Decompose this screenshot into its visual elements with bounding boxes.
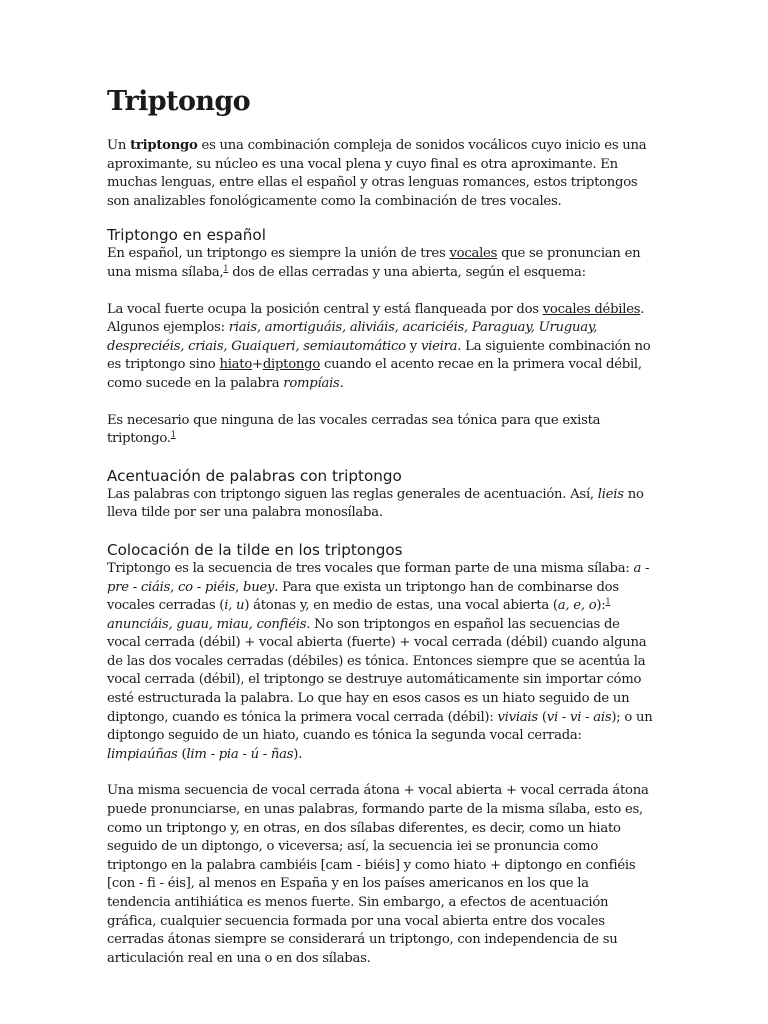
example: vi - vi - ais bbox=[546, 709, 612, 725]
text: Es necesario que ninguna de las vocales cerradas sea tónica para que exista triptongo. bbox=[107, 412, 601, 447]
closed-vowels: i, u bbox=[224, 598, 245, 614]
text: que se pronuncian en una misma sílaba, bbox=[107, 246, 641, 280]
example: buey bbox=[243, 579, 275, 595]
text: no lleva tilde por ser una palabra monosílaba. bbox=[107, 486, 644, 521]
paragraph-espanol-1 bbox=[107, 245, 653, 282]
document-page bbox=[107, 86, 653, 968]
text: ): bbox=[596, 598, 606, 614]
text: . La siguiente combinación no es triptongo sino bbox=[107, 338, 651, 373]
heading-colocacion-tilde: Colocación de la tilde en los triptongos bbox=[107, 540, 403, 559]
example: limpiaúñas bbox=[107, 746, 178, 762]
intro-term: triptongo bbox=[130, 138, 198, 153]
text: dos de ellas cerradas y una abierta, según el esquema: bbox=[228, 264, 586, 280]
text: ) átonas y, en medio de estas, una vocal abierta ( bbox=[244, 598, 558, 614]
intro-text-post: es una combinación compleja de sonidos vocálicos cuyo inicio es una aproximante, su núcleo es una vocal plena y cuyo final es otra aproximante. En muchas lenguas, entre ellas el español y otras lenguas romances, estos triptongos son analizables fonológicamente como la combinación de tres vocales. bbox=[107, 138, 647, 209]
page-title: Triptongo bbox=[107, 86, 251, 117]
text: y bbox=[405, 338, 421, 354]
link-diptongo[interactable]: diptongo bbox=[262, 357, 321, 373]
text: ( bbox=[177, 746, 187, 762]
heading-acentuacion: Acentuación de palabras con triptongo bbox=[107, 466, 402, 485]
example: viviais bbox=[497, 709, 538, 725]
paragraph-tilde-2: Una misma secuencia de vocal cerrada átona + vocal abierta + vocal cerrada átona puede pronunciarse, en unas palabras, formando parte de la misma sílaba, esto es, como un triptongo y, en otras, en dos sílabas diferentes, es decir, como un hiato seguido de un diptongo, o viceversa; así, la secuencia iei se pronuncia como triptongo en la palabra cambiéis [cam - biéis] y como hiato + diptongo en confiéis [con - fi - éis], al menos en España y en los países americanos en los que la tendencia antihiática es menos fuerte. Sin embargo, a efectos de acentuación gráfica, cualquier secuencia formada por una vocal abierta entre dos vocales cerradas átonas siempre se considerará un triptongo, con independencia de su articulación real en una o en dos sílabas. bbox=[107, 783, 649, 966]
link-hiato[interactable]: hiato bbox=[219, 357, 253, 373]
example-lieis: lieis bbox=[597, 486, 624, 502]
link-vocales-debiles[interactable]: vocales débiles bbox=[542, 301, 641, 317]
example-vieira: vieira bbox=[420, 338, 458, 354]
reference-1[interactable]: 1 bbox=[170, 430, 176, 440]
text: ( bbox=[537, 709, 547, 725]
intro-text-pre: Un bbox=[107, 138, 131, 153]
paragraph-espanol-3 bbox=[107, 412, 653, 449]
text: . Algunos ejemplos: bbox=[107, 301, 645, 336]
text: . bbox=[339, 375, 344, 391]
link-vocales[interactable]: vocales bbox=[449, 246, 498, 262]
text: , bbox=[235, 579, 243, 595]
text: ). bbox=[293, 746, 303, 762]
reference-1[interactable]: 1 bbox=[605, 597, 611, 607]
reference-1[interactable]: 1 bbox=[223, 263, 229, 273]
examples-italic: riais, amortiguáis, aliviáis, acariciéis, Paraguay, Uruguay, despreciéis, criais, Guaiqueri, semiautomático bbox=[107, 320, 598, 354]
text: . Para que exista un triptongo han de combinarse dos vocales cerradas ( bbox=[107, 579, 619, 614]
text: , bbox=[170, 579, 178, 595]
example: co - piéis bbox=[177, 579, 236, 595]
text: Triptongo es la secuencia de tres vocales que forman parte de una misma sílaba: bbox=[107, 560, 634, 576]
text: cuando el acento recae en la primera vocal débil, como sucede en la palabra bbox=[107, 357, 642, 391]
text: . No son triptongos en español las secuencias de vocal cerrada (débil) + vocal abierta (fuerte) + vocal cerrada (débil) cuando alguna de las dos vocales cerradas (débiles) es tónica. Entonces siempre que se acentúa la vocal cerrada (débil), el triptongo se destruye automáticamente sin importar cómo esté estructurada la palabra. Lo que hay en esos casos es un hiato seguido de un diptongo, cuando es tónica la primera vocal cerrada (débil): bbox=[107, 616, 647, 725]
text: + bbox=[252, 357, 263, 373]
intro-paragraph bbox=[107, 137, 653, 211]
heading-triptongo-espanol: Triptongo en español bbox=[107, 226, 266, 245]
paragraph-acentuacion bbox=[107, 486, 653, 523]
paragraph-espanol-2 bbox=[107, 301, 653, 394]
text: En español, un triptongo es siempre la unión de tres bbox=[107, 246, 450, 262]
example-rompiais: rompíais bbox=[283, 375, 340, 391]
text: ); o un diptongo seguido de un hiato, cuando es tónica la segunda vocal cerrada: bbox=[107, 709, 653, 744]
text: La vocal fuerte ocupa la posición central y está flanqueada por dos bbox=[107, 301, 543, 317]
paragraph-tilde-1 bbox=[107, 560, 653, 765]
text: Las palabras con triptongo siguen las reglas generales de acentuación. Así, bbox=[107, 486, 598, 502]
open-vowels: a, e, o bbox=[557, 598, 597, 614]
example: a - pre - ciáis bbox=[107, 560, 650, 595]
example: anunciáis, guau, miau, confiéis bbox=[107, 616, 307, 632]
example: lim - pia - ú - ñas bbox=[186, 746, 294, 762]
